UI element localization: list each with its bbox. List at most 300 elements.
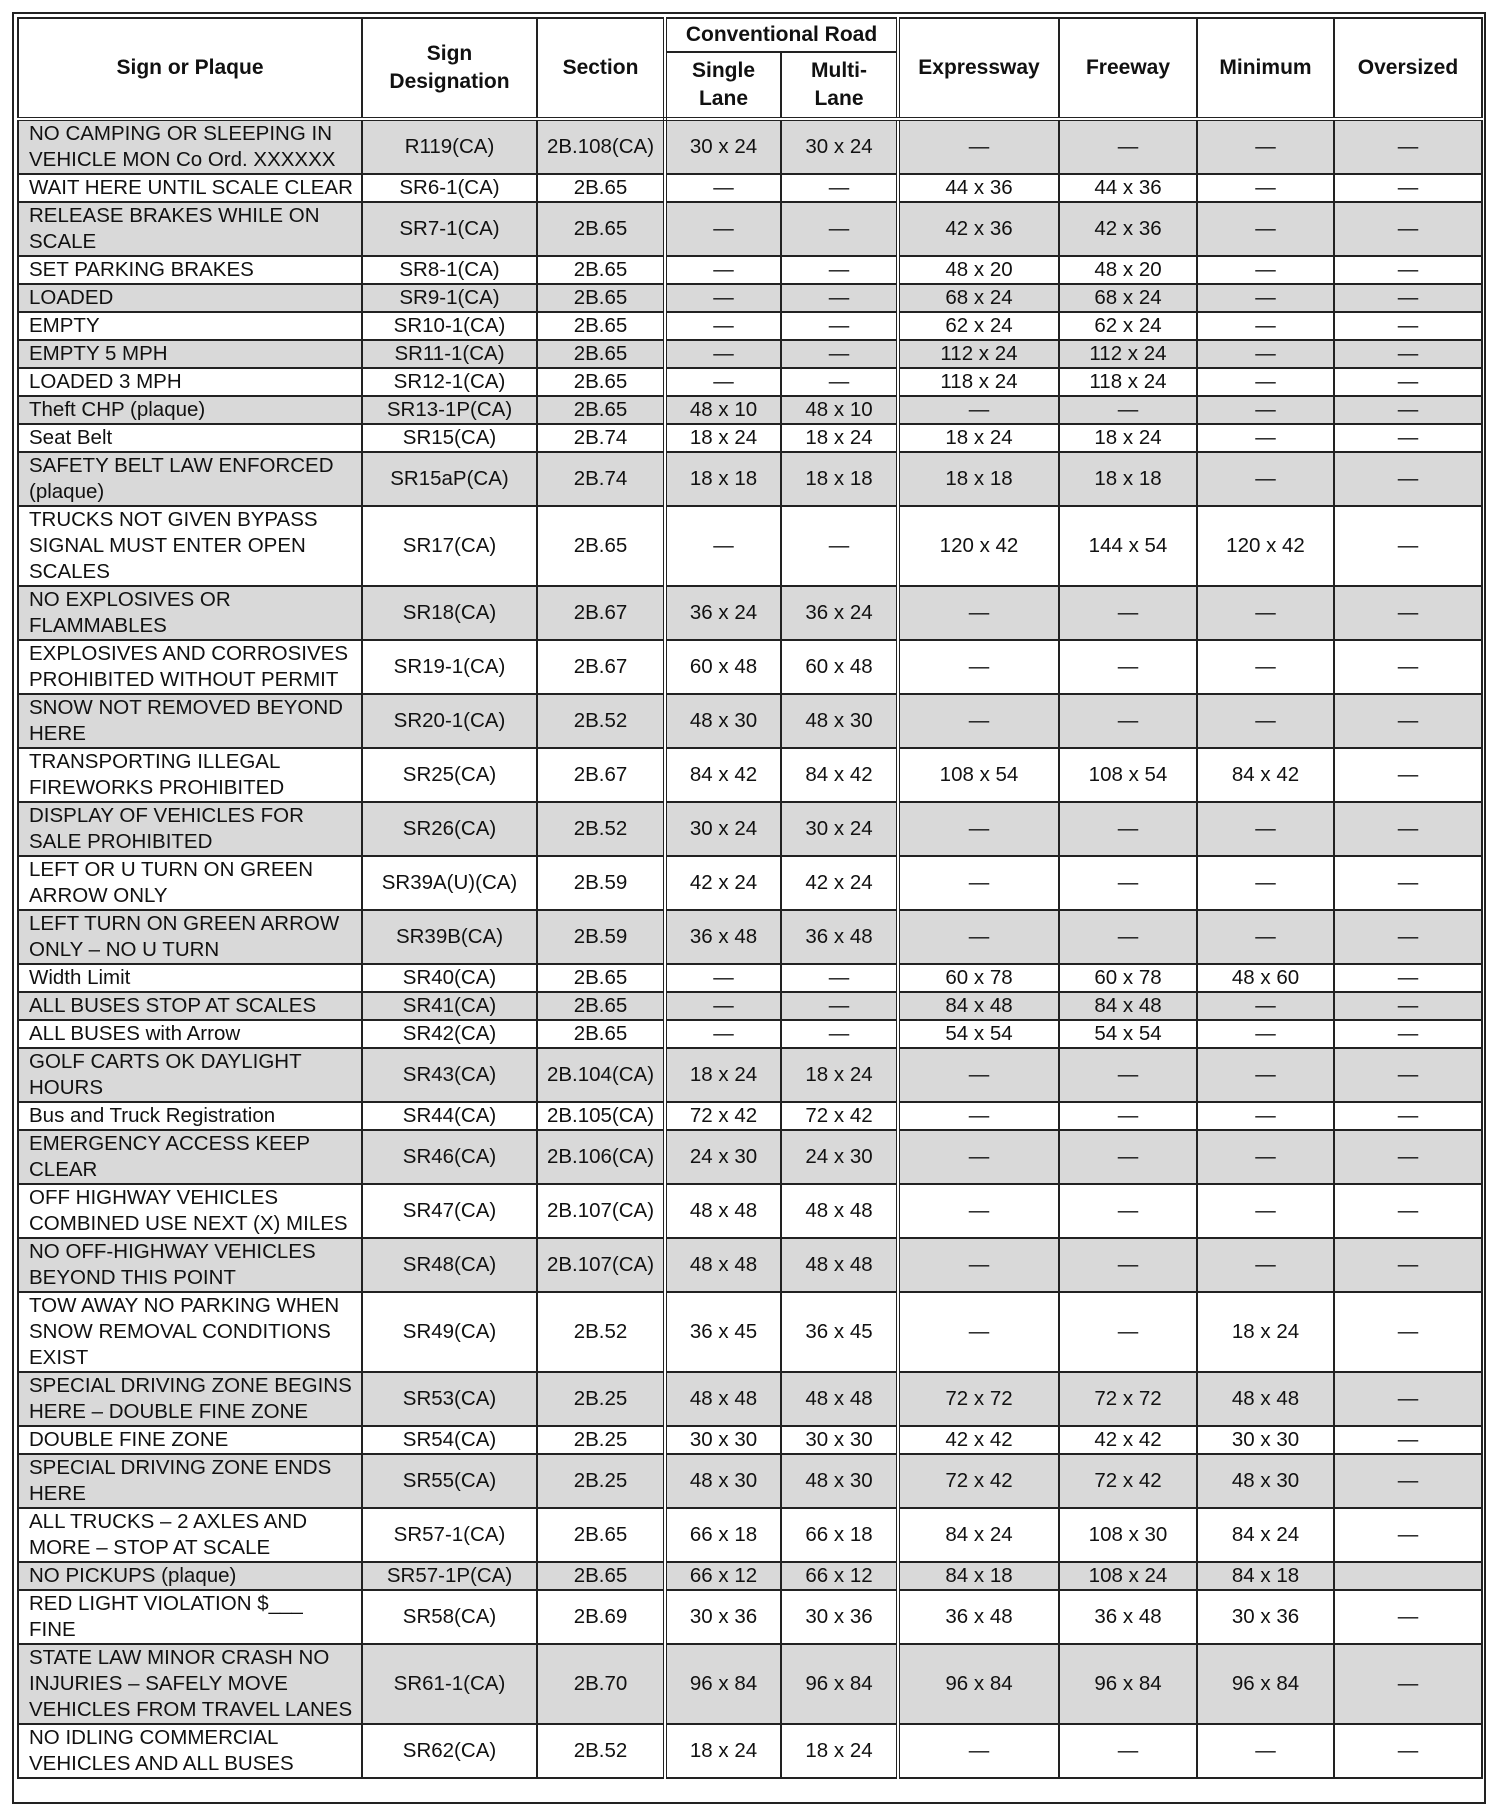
oversized-cell: — — [1334, 1238, 1482, 1292]
minimum-cell: — — [1197, 992, 1334, 1020]
minimum-cell: 48 x 48 — [1197, 1372, 1334, 1426]
table-row — [18, 1590, 1482, 1644]
sign-cell: WAIT HERE UNTIL SCALE CLEAR — [18, 174, 362, 202]
freeway-cell: — — [1059, 694, 1197, 748]
single-lane-cell: 60 x 48 — [665, 640, 781, 694]
freeway-cell: — — [1059, 396, 1197, 424]
oversized-cell: — — [1334, 1184, 1482, 1238]
freeway-cell: — — [1059, 586, 1197, 640]
table-row — [18, 424, 1482, 452]
oversized-cell: — — [1334, 856, 1482, 910]
single-lane-cell: — — [665, 202, 781, 256]
freeway-cell: 112 x 24 — [1059, 340, 1197, 368]
sign-cell: SNOW NOT REMOVED BEYOND HERE — [18, 694, 362, 748]
multi-lane-cell: 72 x 42 — [781, 1102, 898, 1130]
expressway-cell: — — [898, 1184, 1059, 1238]
expressway-cell: — — [898, 910, 1059, 964]
minimum-cell: — — [1197, 256, 1334, 284]
minimum-cell: — — [1197, 640, 1334, 694]
single-lane-cell: 42 x 24 — [665, 856, 781, 910]
oversized-cell: — — [1334, 1454, 1482, 1508]
single-lane-cell: 48 x 10 — [665, 396, 781, 424]
expressway-cell: 44 x 36 — [898, 174, 1059, 202]
table-row — [18, 1454, 1482, 1508]
minimum-cell: — — [1197, 910, 1334, 964]
sign-cell: Seat Belt — [18, 424, 362, 452]
designation-cell: SR18(CA) — [362, 586, 537, 640]
freeway-cell: 18 x 18 — [1059, 452, 1197, 506]
designation-cell: SR62(CA) — [362, 1724, 537, 1778]
sign-cell: LEFT TURN ON GREEN ARROW ONLY – NO U TURN — [18, 910, 362, 964]
expressway-cell: — — [898, 1130, 1059, 1184]
minimum-cell: 18 x 24 — [1197, 1292, 1334, 1372]
expressway-cell: 84 x 18 — [898, 1562, 1059, 1590]
freeway-cell: — — [1059, 1048, 1197, 1102]
minimum-cell: — — [1197, 452, 1334, 506]
sign-cell: SET PARKING BRAKES — [18, 256, 362, 284]
single-lane-cell: 18 x 18 — [665, 452, 781, 506]
freeway-cell: 68 x 24 — [1059, 284, 1197, 312]
oversized-cell: — — [1334, 1644, 1482, 1724]
table-row — [18, 312, 1482, 340]
section-cell: 2B.65 — [537, 368, 665, 396]
single-lane-cell: 18 x 24 — [665, 1048, 781, 1102]
sign-cell: LOADED 3 MPH — [18, 368, 362, 396]
single-lane-cell: 18 x 24 — [665, 424, 781, 452]
single-lane-cell: — — [665, 506, 781, 586]
sign-cell: NO IDLING COMMERCIAL VEHICLES AND ALL BUSES — [18, 1724, 362, 1778]
expressway-cell: 60 x 78 — [898, 964, 1059, 992]
section-cell: 2B.106(CA) — [537, 1130, 665, 1184]
freeway-cell: 118 x 24 — [1059, 368, 1197, 396]
section-cell: 2B.70 — [537, 1644, 665, 1724]
table-row — [18, 284, 1482, 312]
oversized-cell: — — [1334, 1508, 1482, 1562]
oversized-cell: — — [1334, 992, 1482, 1020]
multi-lane-cell: 66 x 18 — [781, 1508, 898, 1562]
expressway-cell: 54 x 54 — [898, 1020, 1059, 1048]
single-lane-cell: 48 x 48 — [665, 1238, 781, 1292]
expressway-cell: — — [898, 119, 1059, 174]
oversized-cell: — — [1334, 1590, 1482, 1644]
sign-cell: Theft CHP (plaque) — [18, 396, 362, 424]
header-conventional-road: Conventional Road — [665, 18, 898, 52]
freeway-cell: 54 x 54 — [1059, 1020, 1197, 1048]
multi-lane-cell: — — [781, 964, 898, 992]
multi-lane-cell: 36 x 48 — [781, 910, 898, 964]
minimum-cell: — — [1197, 1130, 1334, 1184]
expressway-cell: — — [898, 1238, 1059, 1292]
minimum-cell: — — [1197, 174, 1334, 202]
single-lane-cell: 36 x 45 — [665, 1292, 781, 1372]
expressway-cell: — — [898, 1102, 1059, 1130]
expressway-cell: — — [898, 1292, 1059, 1372]
multi-lane-cell: 84 x 42 — [781, 748, 898, 802]
designation-cell: SR13-1P(CA) — [362, 396, 537, 424]
designation-cell: SR61-1(CA) — [362, 1644, 537, 1724]
sign-cell: EMPTY — [18, 312, 362, 340]
designation-cell: SR44(CA) — [362, 1102, 537, 1130]
table-row — [18, 1562, 1482, 1590]
oversized-cell: — — [1334, 1102, 1482, 1130]
table-body — [18, 119, 1482, 1778]
freeway-cell: — — [1059, 1292, 1197, 1372]
multi-lane-cell: 48 x 30 — [781, 1454, 898, 1508]
single-lane-cell: 48 x 48 — [665, 1372, 781, 1426]
single-lane-cell: 36 x 24 — [665, 586, 781, 640]
table-row — [18, 1724, 1482, 1778]
section-cell: 2B.59 — [537, 910, 665, 964]
section-cell: 2B.65 — [537, 340, 665, 368]
designation-cell: SR47(CA) — [362, 1184, 537, 1238]
minimum-cell: — — [1197, 586, 1334, 640]
sign-cell: RELEASE BRAKES WHILE ON SCALE — [18, 202, 362, 256]
minimum-cell: — — [1197, 312, 1334, 340]
single-lane-cell: 48 x 48 — [665, 1184, 781, 1238]
multi-lane-cell: 30 x 24 — [781, 802, 898, 856]
section-cell: 2B.25 — [537, 1454, 665, 1508]
sign-cell: EMPTY 5 MPH — [18, 340, 362, 368]
minimum-cell: — — [1197, 1020, 1334, 1048]
header-designation: Sign Designation — [362, 18, 537, 119]
designation-cell: SR17(CA) — [362, 506, 537, 586]
header-section: Section — [537, 18, 665, 119]
expressway-cell: — — [898, 396, 1059, 424]
freeway-cell: 108 x 24 — [1059, 1562, 1197, 1590]
oversized-cell: — — [1334, 1048, 1482, 1102]
freeway-cell: — — [1059, 640, 1197, 694]
section-cell: 2B.65 — [537, 964, 665, 992]
designation-cell: SR42(CA) — [362, 1020, 537, 1048]
sign-size-table — [17, 17, 1483, 1779]
minimum-cell: — — [1197, 1724, 1334, 1778]
section-cell: 2B.67 — [537, 640, 665, 694]
minimum-cell: — — [1197, 340, 1334, 368]
section-cell: 2B.65 — [537, 1508, 665, 1562]
sign-cell: ALL BUSES with Arrow — [18, 1020, 362, 1048]
designation-cell: SR15aP(CA) — [362, 452, 537, 506]
sign-cell: ALL TRUCKS – 2 AXLES AND MORE – STOP AT SCALE — [18, 1508, 362, 1562]
table-row — [18, 694, 1482, 748]
sign-cell: TOW AWAY NO PARKING WHEN SNOW REMOVAL CONDITIONS EXIST — [18, 1292, 362, 1372]
sign-cell: SPECIAL DRIVING ZONE BEGINS HERE – DOUBLE FINE ZONE — [18, 1372, 362, 1426]
expressway-cell: — — [898, 694, 1059, 748]
freeway-cell: — — [1059, 856, 1197, 910]
freeway-cell: 96 x 84 — [1059, 1644, 1197, 1724]
table-row — [18, 119, 1482, 174]
multi-lane-cell: — — [781, 284, 898, 312]
table-row — [18, 1292, 1482, 1372]
single-lane-cell: — — [665, 992, 781, 1020]
minimum-cell: — — [1197, 284, 1334, 312]
expressway-cell: 72 x 42 — [898, 1454, 1059, 1508]
expressway-cell: — — [898, 802, 1059, 856]
sign-cell: NO OFF-HIGHWAY VEHICLES BEYOND THIS POINT — [18, 1238, 362, 1292]
freeway-cell: — — [1059, 1102, 1197, 1130]
oversized-cell: — — [1334, 202, 1482, 256]
designation-cell: SR39A(U)(CA) — [362, 856, 537, 910]
header-sign: Sign or Plaque — [18, 18, 362, 119]
table-header — [18, 18, 1482, 119]
multi-lane-cell: — — [781, 202, 898, 256]
table-row — [18, 640, 1482, 694]
multi-lane-cell: 18 x 24 — [781, 1048, 898, 1102]
multi-lane-cell: — — [781, 506, 898, 586]
sign-cell: Width Limit — [18, 964, 362, 992]
freeway-cell: 42 x 42 — [1059, 1426, 1197, 1454]
single-lane-cell: 30 x 36 — [665, 1590, 781, 1644]
sign-cell: RED LIGHT VIOLATION $___ FINE — [18, 1590, 362, 1644]
freeway-cell: 84 x 48 — [1059, 992, 1197, 1020]
section-cell: 2B.65 — [537, 506, 665, 586]
designation-cell: SR39B(CA) — [362, 910, 537, 964]
multi-lane-cell: 36 x 24 — [781, 586, 898, 640]
section-cell: 2B.104(CA) — [537, 1048, 665, 1102]
oversized-cell: — — [1334, 1020, 1482, 1048]
minimum-cell: — — [1197, 802, 1334, 856]
freeway-cell: — — [1059, 1238, 1197, 1292]
table-row — [18, 1048, 1482, 1102]
designation-cell: SR15(CA) — [362, 424, 537, 452]
multi-lane-cell: 30 x 24 — [781, 119, 898, 174]
section-cell: 2B.74 — [537, 452, 665, 506]
minimum-cell: — — [1197, 1184, 1334, 1238]
freeway-cell: 60 x 78 — [1059, 964, 1197, 992]
multi-lane-cell: 96 x 84 — [781, 1644, 898, 1724]
single-lane-cell: 48 x 30 — [665, 1454, 781, 1508]
expressway-cell: 118 x 24 — [898, 368, 1059, 396]
freeway-cell: 62 x 24 — [1059, 312, 1197, 340]
multi-lane-cell: — — [781, 992, 898, 1020]
section-cell: 2B.67 — [537, 748, 665, 802]
expressway-cell: 36 x 48 — [898, 1590, 1059, 1644]
table-row — [18, 1020, 1482, 1048]
expressway-cell: 48 x 20 — [898, 256, 1059, 284]
expressway-cell: — — [898, 1724, 1059, 1778]
header-multi-lane: Multi- Lane — [781, 52, 898, 119]
designation-cell: SR9-1(CA) — [362, 284, 537, 312]
single-lane-cell: — — [665, 174, 781, 202]
expressway-cell: 108 x 54 — [898, 748, 1059, 802]
sign-cell: OFF HIGHWAY VEHICLES COMBINED USE NEXT (X) MILES — [18, 1184, 362, 1238]
minimum-cell: 30 x 36 — [1197, 1590, 1334, 1644]
single-lane-cell: 96 x 84 — [665, 1644, 781, 1724]
sign-cell: STATE LAW MINOR CRASH NO INJURIES – SAFELY MOVE VEHICLES FROM TRAVEL LANES — [18, 1644, 362, 1724]
section-cell: 2B.25 — [537, 1426, 665, 1454]
single-lane-cell: — — [665, 256, 781, 284]
minimum-cell: — — [1197, 1048, 1334, 1102]
minimum-cell: 48 x 30 — [1197, 1454, 1334, 1508]
expressway-cell: 62 x 24 — [898, 312, 1059, 340]
single-lane-cell: 24 x 30 — [665, 1130, 781, 1184]
designation-cell: SR25(CA) — [362, 748, 537, 802]
section-cell: 2B.25 — [537, 1372, 665, 1426]
freeway-cell: 72 x 42 — [1059, 1454, 1197, 1508]
section-cell: 2B.52 — [537, 1292, 665, 1372]
table-row — [18, 802, 1482, 856]
table-row — [18, 202, 1482, 256]
expressway-cell: — — [898, 586, 1059, 640]
table-row — [18, 1102, 1482, 1130]
multi-lane-cell: 48 x 48 — [781, 1238, 898, 1292]
single-lane-cell: 66 x 18 — [665, 1508, 781, 1562]
single-lane-cell: — — [665, 1020, 781, 1048]
oversized-cell: — — [1334, 312, 1482, 340]
sign-cell: DOUBLE FINE ZONE — [18, 1426, 362, 1454]
table-row — [18, 1238, 1482, 1292]
multi-lane-cell: — — [781, 174, 898, 202]
minimum-cell: — — [1197, 1102, 1334, 1130]
freeway-cell: 42 x 36 — [1059, 202, 1197, 256]
section-cell: 2B.52 — [537, 1724, 665, 1778]
single-lane-cell: 66 x 12 — [665, 1562, 781, 1590]
multi-lane-cell: — — [781, 256, 898, 284]
oversized-cell: — — [1334, 910, 1482, 964]
freeway-cell: 48 x 20 — [1059, 256, 1197, 284]
minimum-cell: 120 x 42 — [1197, 506, 1334, 586]
expressway-cell: 68 x 24 — [898, 284, 1059, 312]
freeway-cell: — — [1059, 1184, 1197, 1238]
table-row — [18, 856, 1482, 910]
multi-lane-cell: — — [781, 312, 898, 340]
designation-cell: SR20-1(CA) — [362, 694, 537, 748]
designation-cell: SR49(CA) — [362, 1292, 537, 1372]
sign-cell: GOLF CARTS OK DAYLIGHT HOURS — [18, 1048, 362, 1102]
oversized-cell: — — [1334, 1372, 1482, 1426]
multi-lane-cell: — — [781, 340, 898, 368]
oversized-cell: — — [1334, 964, 1482, 992]
single-lane-cell: 84 x 42 — [665, 748, 781, 802]
expressway-cell: 42 x 42 — [898, 1426, 1059, 1454]
expressway-cell: 112 x 24 — [898, 340, 1059, 368]
single-lane-cell: — — [665, 964, 781, 992]
designation-cell: SR57-1P(CA) — [362, 1562, 537, 1590]
table-row — [18, 1130, 1482, 1184]
section-cell: 2B.65 — [537, 174, 665, 202]
section-cell: 2B.65 — [537, 312, 665, 340]
table-row — [18, 174, 1482, 202]
table-row — [18, 256, 1482, 284]
multi-lane-cell: — — [781, 368, 898, 396]
single-lane-cell: — — [665, 368, 781, 396]
freeway-cell: — — [1059, 1130, 1197, 1184]
freeway-cell: 18 x 24 — [1059, 424, 1197, 452]
designation-cell: SR8-1(CA) — [362, 256, 537, 284]
table-row — [18, 1184, 1482, 1238]
section-cell: 2B.65 — [537, 396, 665, 424]
table-row — [18, 1426, 1482, 1454]
expressway-cell: 84 x 24 — [898, 1508, 1059, 1562]
multi-lane-cell: 48 x 10 — [781, 396, 898, 424]
expressway-cell: 18 x 24 — [898, 424, 1059, 452]
minimum-cell: — — [1197, 202, 1334, 256]
expressway-cell: 96 x 84 — [898, 1644, 1059, 1724]
multi-lane-cell: 30 x 36 — [781, 1590, 898, 1644]
freeway-cell: — — [1059, 119, 1197, 174]
header-oversized: Oversized — [1334, 18, 1482, 119]
section-cell: 2B.52 — [537, 802, 665, 856]
sign-cell: TRANSPORTING ILLEGAL FIREWORKS PROHIBITED — [18, 748, 362, 802]
designation-cell: SR57-1(CA) — [362, 1508, 537, 1562]
section-cell: 2B.107(CA) — [537, 1238, 665, 1292]
section-cell: 2B.65 — [537, 202, 665, 256]
designation-cell: SR19-1(CA) — [362, 640, 537, 694]
minimum-cell: — — [1197, 856, 1334, 910]
freeway-cell: 36 x 48 — [1059, 1590, 1197, 1644]
designation-cell: SR12-1(CA) — [362, 368, 537, 396]
table-row — [18, 964, 1482, 992]
designation-cell: SR48(CA) — [362, 1238, 537, 1292]
single-lane-cell: 72 x 42 — [665, 1102, 781, 1130]
expressway-cell: 18 x 18 — [898, 452, 1059, 506]
oversized-cell: — — [1334, 1724, 1482, 1778]
designation-cell: SR58(CA) — [362, 1590, 537, 1644]
header-single-lane: Single Lane — [665, 52, 781, 119]
oversized-cell: — — [1334, 802, 1482, 856]
designation-cell: SR11-1(CA) — [362, 340, 537, 368]
table-row — [18, 748, 1482, 802]
sign-cell: SAFETY BELT LAW ENFORCED (plaque) — [18, 452, 362, 506]
sign-cell: NO PICKUPS (plaque) — [18, 1562, 362, 1590]
single-lane-cell: 18 x 24 — [665, 1724, 781, 1778]
multi-lane-cell: 60 x 48 — [781, 640, 898, 694]
designation-cell: SR7-1(CA) — [362, 202, 537, 256]
oversized-cell: — — [1334, 452, 1482, 506]
designation-cell: SR6-1(CA) — [362, 174, 537, 202]
designation-cell: SR43(CA) — [362, 1048, 537, 1102]
multi-lane-cell: 36 x 45 — [781, 1292, 898, 1372]
multi-lane-cell: 48 x 48 — [781, 1184, 898, 1238]
sign-cell: LOADED — [18, 284, 362, 312]
header-freeway: Freeway — [1059, 18, 1197, 119]
single-lane-cell: 30 x 30 — [665, 1426, 781, 1454]
sign-cell: ALL BUSES STOP AT SCALES — [18, 992, 362, 1020]
header-expressway: Expressway — [898, 18, 1059, 119]
minimum-cell: — — [1197, 694, 1334, 748]
single-lane-cell: — — [665, 312, 781, 340]
oversized-cell: — — [1334, 256, 1482, 284]
multi-lane-cell: 18 x 24 — [781, 1724, 898, 1778]
table-row — [18, 1644, 1482, 1724]
oversized-cell: — — [1334, 1292, 1482, 1372]
multi-lane-cell: 66 x 12 — [781, 1562, 898, 1590]
oversized-cell: — — [1334, 284, 1482, 312]
designation-cell: R119(CA) — [362, 119, 537, 174]
multi-lane-cell: 48 x 48 — [781, 1372, 898, 1426]
expressway-cell: 84 x 48 — [898, 992, 1059, 1020]
multi-lane-cell: 48 x 30 — [781, 694, 898, 748]
designation-cell: SR55(CA) — [362, 1454, 537, 1508]
minimum-cell: 30 x 30 — [1197, 1426, 1334, 1454]
table-row — [18, 1508, 1482, 1562]
header-minimum: Minimum — [1197, 18, 1334, 119]
section-cell: 2B.74 — [537, 424, 665, 452]
expressway-cell: 72 x 72 — [898, 1372, 1059, 1426]
freeway-cell: 144 x 54 — [1059, 506, 1197, 586]
expressway-cell: — — [898, 640, 1059, 694]
section-cell: 2B.107(CA) — [537, 1184, 665, 1238]
minimum-cell: 84 x 24 — [1197, 1508, 1334, 1562]
table-row — [18, 1372, 1482, 1426]
multi-lane-cell: 24 x 30 — [781, 1130, 898, 1184]
freeway-cell: 108 x 54 — [1059, 748, 1197, 802]
oversized-cell: — — [1334, 1130, 1482, 1184]
designation-cell: SR53(CA) — [362, 1372, 537, 1426]
designation-cell: SR40(CA) — [362, 964, 537, 992]
freeway-cell: — — [1059, 910, 1197, 964]
oversized-cell: — — [1334, 1426, 1482, 1454]
freeway-cell: 108 x 30 — [1059, 1508, 1197, 1562]
